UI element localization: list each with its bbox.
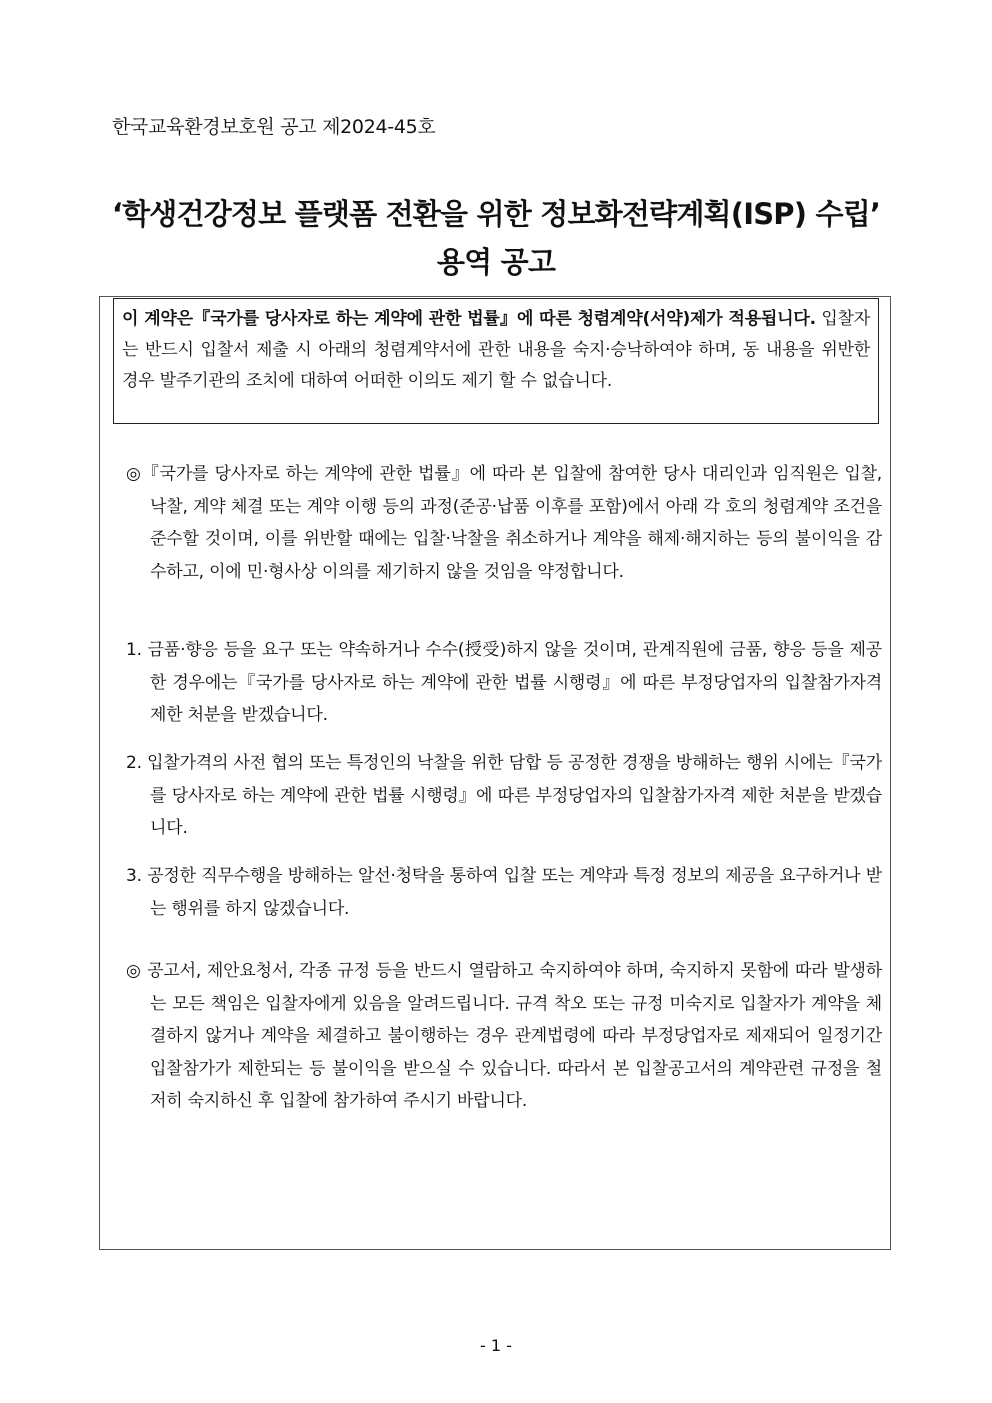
closing-notice: ◎ 공고서, 제안요청서, 각종 규정 등을 반드시 열람하고 숙지하여야 하며, 숙지하지 못함에 따라 발생하는 모든 책임은 입찰자에게 있음을 알려드립니다. 규격 착오 또는 규정 미숙지로 입찰자가 계약을 체결하지 않거나 계약을 체결하고 불이행하는 경우 관계법령에 따라 부정당업자로 제재되어 일정기간 입찰참가가 제한되는 등 불이익을 받으실 수 있습니다. 따라서 본 입찰공고서의 계약관련 규정을 철저히 숙지하신 후 입찰에 참가하여 주시기 바랍니다.: [126, 961, 882, 1111]
page-number: - 1 -: [480, 1336, 512, 1355]
pledge-item-3: 3. 공정한 직무수행을 방해하는 알선·청탁을 통하여 입찰 또는 계약과 특정 정보의 제공을 요구하거나 받는 행위를 하지 않겠습니다.: [126, 866, 882, 919]
notice-number: 한국교육환경보호원 공고 제2024-45호: [112, 116, 436, 138]
integrity-notice-bold: 이 계약은『국가를 당사자로 하는 계약에 관한 법률』에 따른 청렴계약(서약)제가 적용됩니다.: [122, 309, 816, 329]
integrity-notice-text: 입찰자는 반드시 입찰서 제출 시 아래의 청렴계약서에 관한 내용을 숙지·승낙하여야 하며, 동 내용을 위반한 경우 발주기관의 조치에 대하여 어떠한 이의도 제기 할 수 없습니다.: [122, 309, 870, 391]
document-title-line2: 용역 공고: [436, 245, 556, 279]
pledge-item-1: 1. 금품·향응 등을 요구 또는 약속하거나 수수(授受)하지 않을 것이며, 관계직원에 금품, 향응 등을 제공한 경우에는『국가를 당사자로 하는 계약에 관한 법률 시행령』에 따른 부정당업자의 입찰참가자격 제한 처분을 받겠습니다.: [126, 640, 882, 725]
integrity-notice-box: [113, 298, 879, 424]
pledge-intro: ◎『국가를 당사자로 하는 계약에 관한 법률』에 따라 본 입찰에 참여한 당사 대리인과 임직원은 입찰, 낙찰, 계약 체결 또는 계약 이행 등의 과정(준공·납품 이후를 포함)에서 아래 각 호의 청렴계약 조건을 준수할 것이며, 이를 위반할 때에는 입찰·낙찰을 취소하거나 계약을 해제·해지하는 등의 불이익을 감수하고, 이에 민·형사상 이의를 제기하지 않을 것임을 약정합니다.: [126, 464, 882, 582]
document-title: ‘학생건강정보 플랫폼 전환을 위한 정보화전략계획(ISP) 수립’: [111, 197, 881, 231]
pledge-item-2: 2. 입찰가격의 사전 협의 또는 특정인의 낙찰을 위한 담합 등 공정한 경쟁을 방해하는 행위 시에는『국가를 당사자로 하는 계약에 관한 법률 시행령』에 따른 부정당업자의 입찰참가자격 제한 처분을 받겠습니다.: [126, 753, 882, 838]
